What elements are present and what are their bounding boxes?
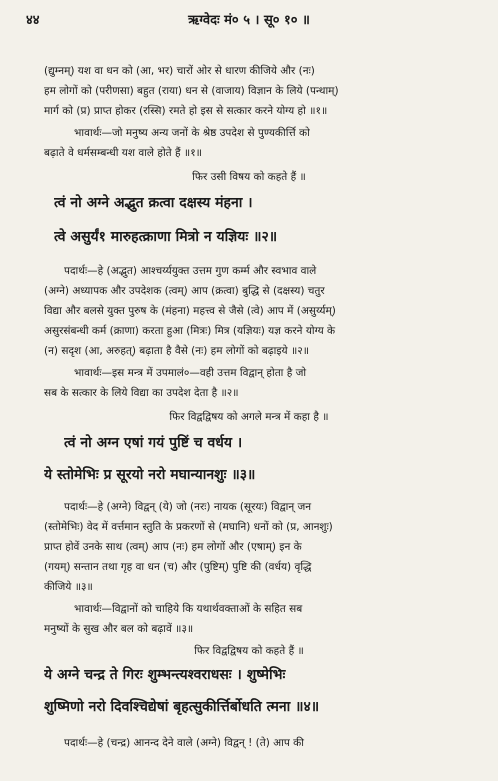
text-line: (द्युम्नम्) यश वा धन को (आ, भर) चारों ओर से धारण कीजिये और (नः) [44,65,315,77]
page-number: ४४ [26,13,40,28]
padartha-line: पदार्थः—हे (अद्भुत) आश्चर्य्ययुक्त उत्तम गुण कर्म्म और स्वभाव वाले [64,265,317,277]
text-line: असुरसंबन्धी कर्म (क्राणा) करता हुआ (मित्रः) मित्र (यज्ञियः) यज्ञ करने योग्य के [44,325,336,337]
padartha-line: पदार्थः—हे (चन्द्र) आनन्द देने वाले (अग्ने) विद्वन् ! (ते) आप की [64,737,304,749]
verse-line: त्वे असुर्यं१ मारुहत्क्राणा मित्रो न यज्ञियः ॥२॥ [54,229,278,245]
bhavartha-line: भावार्थः—जो मनुष्य अन्य जनों के श्रेष्ठ उपदेश से पुण्यकीर्त्ति को [74,127,310,139]
section-heading: फिर विद्वद्विषय को कहते हैं ॥ [194,645,304,657]
padartha-line: पदार्थः—हे (अग्ने) विद्वन् (ये) जो (नरः) नायक (सूरयः) विद्वान् जन [64,501,312,513]
verse-line: ये स्तोमेभिः प्र सूरयो नरो मघान्यानशुः ॥३॥ [44,467,256,483]
text-line: (गयम्) सन्तान तथा गृह वा धन (च) और (पुष्टिम्) पुष्टि की (वर्धय) वृद्धि [44,561,312,573]
text-line: विद्या और बलसे युक्त पुरुष के (मंहना) महत्त्व से जैसे (त्वे) आप में (असुर्य्यम्) [44,305,336,317]
text-line: मार्ग को (प्र) प्राप्त होकर (रस्सि) रमते हो इस से सत्कार करने योग्य हो ॥१॥ [44,105,328,117]
verse-line: त्वं नो अग्न एषां गयं पुष्टिं च वर्धय । [64,435,243,451]
text-line: हम लोगों को (परीणसा) बहुत (राया) धन से (वाजाय) विज्ञान के लिये (पन्थाम्) [44,85,339,97]
text-line: मनुष्यों के सुख और बल को बढ़ावें ॥३॥ [44,623,194,635]
text-line: (स्तोमेभिः) वेद में वर्त्तमान स्तुति के प्रकरणों से (मघानि) धनों को (प्र, आनशुः) [44,521,333,533]
section-heading: फिर विद्वद्विषय को अगले मन्त्र में कहा है ॥ [169,411,329,423]
running-title: ऋग्वेदः मं० ५ । सू० १० ॥ [188,13,310,28]
bhavartha-line: भावार्थः—विद्वानों को चाहिये कि यथार्थवक्ताओं के सहित सब [74,603,303,615]
verse-line: ये अग्ने चन्द्र ते गिरः शुम्भन्त्यश्वराधसः । शुष्मेभिः [44,667,286,683]
section-heading: फिर उसी विषय को कहते हैं ॥ [192,171,306,183]
verse-line: शुष्मिणो नरो दिवश्चिद्येषां बृहत्सुकीर्त्तिर्बोधति त्मना ॥४॥ [44,699,320,715]
text-line: बढ़ाते वे धर्मसम्बन्धी यश वाले होते हैं ॥१॥ [44,147,202,159]
text-line: कीजिये ॥३॥ [44,581,93,593]
text-line: (न) सदृश (आ, अरुहत्) बढ़ाता है वैसे (नः) हम लोगों को बढ़ाइये ॥२॥ [44,345,310,357]
verse-line: त्वं नो अग्ने अद्भुत क्रत्वा दक्षस्य मंहना । [54,195,253,211]
text-line: प्राप्त होवें उनके साथ (त्वम्) आप (नः) हम लोगों और (एषाम्) इन के [44,541,302,553]
bhavartha-line: भावार्थः—इस मन्त्र में उपमालं०—वही उत्तम विद्वान् होता है जो [74,367,307,379]
text-line: सब के सत्कार के लिये विद्या का उपदेश देता है ॥२॥ [44,387,239,399]
text-line: (अग्ने) अध्यापक और उपदेशक (त्वम्) आप (क्रत्वा) बुद्धि से (दक्षस्य) चतुर [44,285,325,297]
